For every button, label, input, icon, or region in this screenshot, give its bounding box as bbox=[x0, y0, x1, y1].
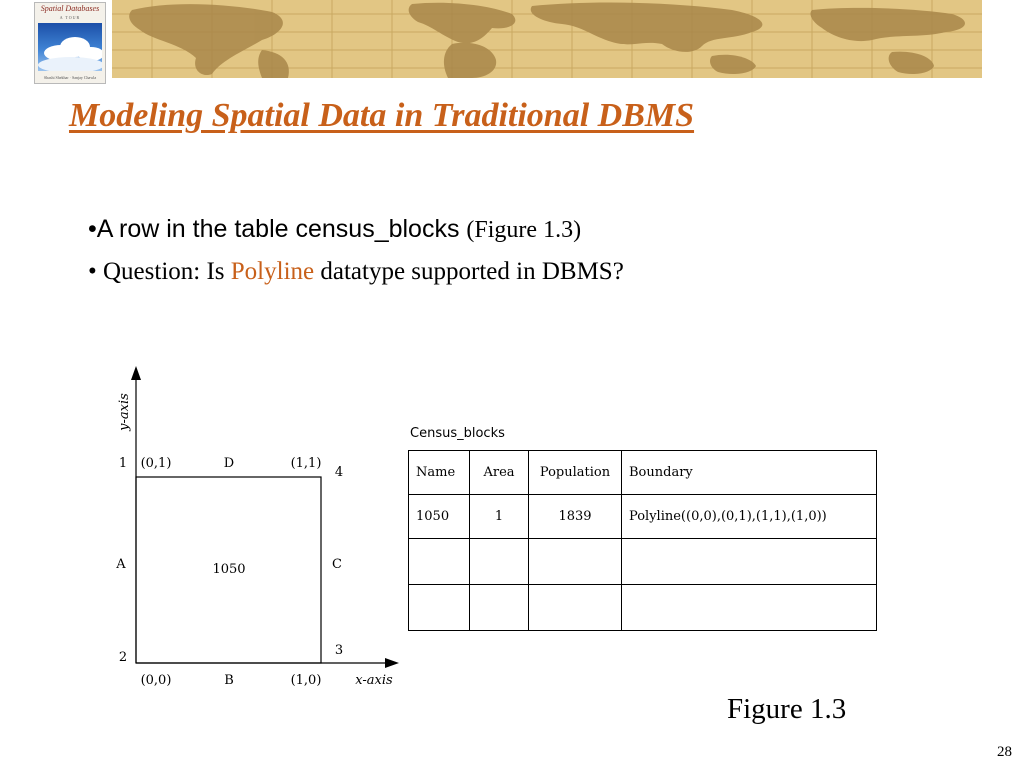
node-label-top-left: 1 bbox=[118, 456, 128, 471]
edge-label-bottom: B bbox=[224, 673, 234, 688]
cell-population: 1839 bbox=[529, 495, 622, 539]
census-blocks-table bbox=[408, 450, 877, 631]
table-caption: Census_blocks bbox=[410, 426, 505, 441]
node-label-bottom-right: 3 bbox=[334, 643, 344, 658]
y-axis-arrowhead bbox=[131, 366, 141, 380]
table-header-row bbox=[409, 451, 877, 495]
coord-bottom-right: (1,0) bbox=[290, 673, 322, 688]
page-number: 28 bbox=[997, 744, 1012, 760]
coord-top-left: (0,1) bbox=[140, 456, 172, 471]
x-axis-arrowhead bbox=[385, 658, 399, 668]
bullet-2-suffix: datatype supported in DBMS? bbox=[314, 258, 624, 285]
node-label-top-right: 4 bbox=[334, 465, 344, 480]
y-axis-label: y-axis bbox=[117, 393, 132, 431]
cell-area: 1 bbox=[470, 495, 529, 539]
edge-label-right: C bbox=[332, 557, 342, 572]
census-block-diagram bbox=[0, 0, 420, 768]
header-area: Area bbox=[470, 451, 529, 495]
node-label-bottom-left: 2 bbox=[118, 650, 128, 665]
bullet-1-text: •A row in the table census_blocks bbox=[88, 215, 460, 243]
edge-label-top: D bbox=[223, 456, 235, 471]
coord-bottom-left: (0,0) bbox=[140, 673, 172, 688]
table-row-empty bbox=[409, 585, 877, 631]
coord-top-right: (1,1) bbox=[290, 456, 322, 471]
figure-label: Figure 1.3 bbox=[727, 693, 847, 725]
bullet-2-highlight: Polyline bbox=[230, 258, 315, 285]
table-row bbox=[409, 495, 877, 539]
census-blocks-table-figure bbox=[408, 426, 877, 631]
edge-label-left: A bbox=[116, 557, 126, 572]
logo-title: Spatial Databases bbox=[40, 4, 100, 13]
header-name: Name bbox=[409, 451, 470, 495]
header-boundary: Boundary bbox=[622, 451, 877, 495]
polygon-name-label: 1050 bbox=[212, 562, 246, 577]
bullet-1-figure-ref: (Figure 1.3) bbox=[466, 217, 582, 243]
table-row-empty bbox=[409, 539, 877, 585]
logo-subtitle: A TOUR bbox=[59, 15, 81, 20]
header-population: Population bbox=[529, 451, 622, 495]
x-axis-label: x-axis bbox=[355, 673, 393, 688]
logo-authors: Shashi Shekhar · Sanjay Chawla bbox=[43, 75, 97, 80]
cell-name: 1050 bbox=[409, 495, 470, 539]
slide-title: Modeling Spatial Data in Traditional DBMS bbox=[69, 97, 695, 134]
bullet-2-prefix: • Question: Is bbox=[88, 258, 231, 285]
cell-boundary: Polyline((0,0),(0,1),(1,1),(1,0)) bbox=[622, 495, 877, 539]
